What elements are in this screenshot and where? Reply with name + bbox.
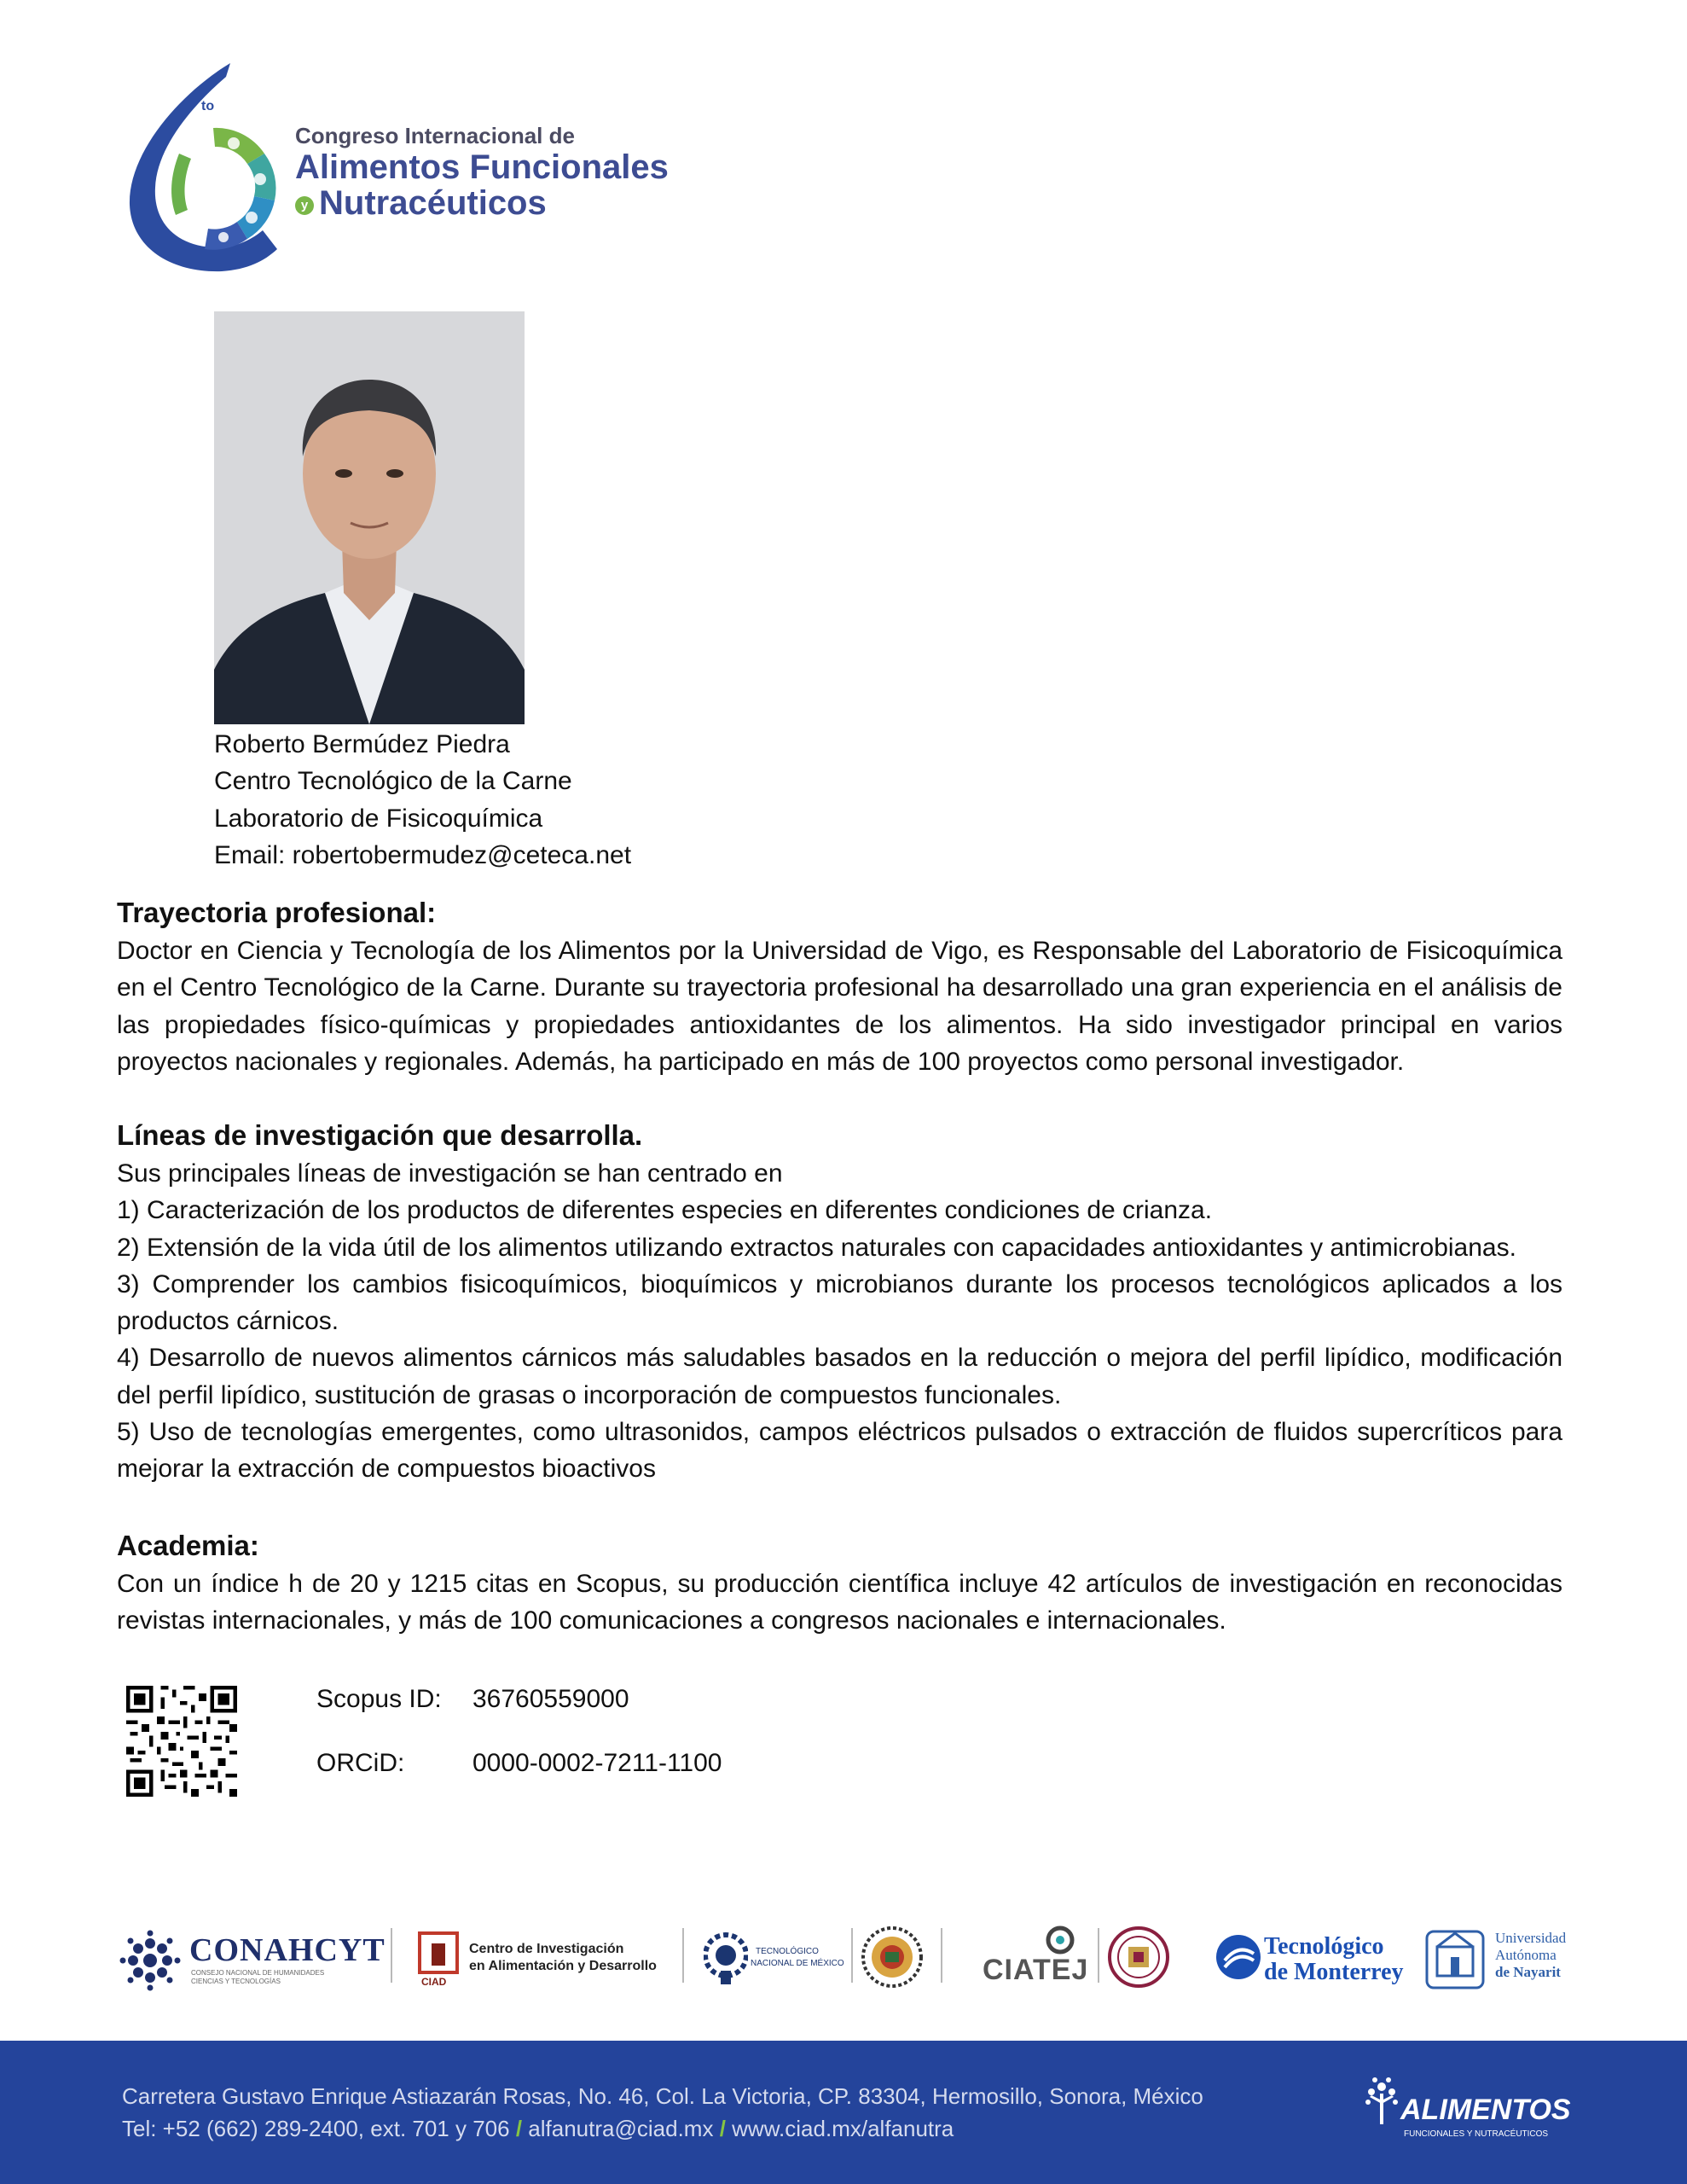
lineas-item: 5) Uso de tecnologías emergentes, como ultrasonidos, campos eléctricos pulsados o extracción de fluidos supercríticos para mejorar la extracción de compuestos bioactivos bbox=[117, 1418, 1562, 1484]
ciad-icon bbox=[418, 1931, 459, 1974]
uan-line3: de Nayarit bbox=[1495, 1964, 1561, 1980]
footer-separator: / bbox=[515, 2116, 523, 2141]
partner-logos bbox=[119, 1920, 1586, 1996]
footer-logo-word: ALIMENTOS bbox=[1400, 2094, 1571, 2126]
tec-monterrey-icon bbox=[1216, 1935, 1261, 1979]
conahcyt-icon bbox=[119, 1930, 181, 1991]
heading-academia: Academia: bbox=[117, 1530, 259, 1561]
tec-line1: Tecnológico bbox=[1264, 1933, 1384, 1960]
academia-text: Con un índice h de 20 y 1215 citas en Scopus, su producción científica incluye 42 artículos de investigación en reconocidas revistas internacionales, y más de 100 comunicaciones a congresos nacionales e internacionales. bbox=[117, 1570, 1562, 1635]
contact-block bbox=[214, 726, 982, 874]
orcid-value[interactable]: 0000-0002-7211-1100 bbox=[472, 1749, 722, 1777]
footer-alimentos-logo bbox=[1363, 2075, 1585, 2160]
ciad-abbr: CIAD bbox=[421, 1976, 447, 1988]
ciad-line2: en Alimentación y Desarrollo bbox=[469, 1959, 657, 1973]
researcher-email[interactable]: Email: robertobermudez@ceteca.net bbox=[214, 840, 632, 869]
logo-line-nutraceuticos-text: Nutracéuticos bbox=[319, 184, 547, 222]
footer-contact bbox=[122, 2116, 954, 2142]
tecnm-line2: NACIONAL DE MÉXICO bbox=[751, 1959, 844, 1968]
footer bbox=[0, 2041, 1687, 2184]
section-academia bbox=[117, 1526, 1562, 1640]
footer-phone: Tel: +52 (662) 289-2400, ext. 701 y 706 bbox=[122, 2116, 510, 2141]
ciatej-icon bbox=[1045, 1925, 1075, 1955]
logo-line-nutraceuticos bbox=[295, 184, 547, 223]
ciad-line1: Centro de Investigación bbox=[469, 1942, 624, 1956]
qr-code[interactable] bbox=[126, 1686, 237, 1797]
researcher-institution: Centro Tecnológico de la Carne bbox=[214, 767, 572, 796]
uan-line2: Autónoma bbox=[1495, 1947, 1557, 1963]
conahcyt-sub2: CIENCIAS Y TECNOLOGÍAS bbox=[191, 1978, 281, 1985]
section-lineas bbox=[117, 1116, 1562, 1488]
tecnm-line1: TECNOLÓGICO bbox=[756, 1947, 819, 1956]
partner-divider bbox=[941, 1928, 942, 1983]
conahcyt-wordmark: CONAHCYT bbox=[189, 1932, 386, 1968]
congress-six-emblem bbox=[119, 60, 316, 273]
partner-divider bbox=[1098, 1928, 1099, 1983]
partner-divider bbox=[851, 1928, 853, 1983]
heading-trayectoria: Trayectoria profesional: bbox=[117, 897, 437, 928]
researcher-name: Roberto Bermúdez Piedra bbox=[214, 730, 510, 758]
lineas-item: 4) Desarrollo de nuevos alimentos cárnicos más saludables basados en la reducción o mejora del perfil lipídico, modificación del perfil lipídico, sustitución de grasas o incorporación de compuestos funcionales. bbox=[117, 1344, 1562, 1409]
footer-address: Carretera Gustavo Enrique Astiazarán Rosas, No. 46, Col. La Victoria, CP. 83304, Hermosillo, Sonora, México bbox=[122, 2083, 1203, 2109]
heading-lineas: Líneas de investigación que desarrolla. bbox=[117, 1119, 643, 1151]
lineas-item: 3) Comprender los cambios fisicoquímicos, bioquímicos y microbianos durante los procesos tecnológicos aplicados a los productos cárnicos. bbox=[117, 1269, 1562, 1336]
partner-divider bbox=[682, 1928, 684, 1983]
logo-line-alimentos: Alimentos Funcionales bbox=[295, 148, 669, 186]
scopus-value[interactable]: 36760559000 bbox=[472, 1685, 629, 1713]
ciatej-wordmark: CIATEJ bbox=[983, 1954, 1089, 1986]
partner-divider bbox=[391, 1928, 392, 1983]
trayectoria-text: Doctor en Ciencia y Tecnología de los Alimentos por la Universidad de Vigo, es Responsable del Laboratorio de Fisicoquímica en el Centro Tecnológico de la Carne. Durante su trayectoria profesional ha desarrollado una gran experiencia en el análisis de las propiedades físico-químicas y propiedades antioxidantes de los alimentos. Ha sido investigador principal en varios proyectos nacionales y regionales. Además, ha participado en más de 100 proyectos como personal investigador. bbox=[117, 937, 1562, 1076]
tec-line2: de Monterrey bbox=[1264, 1959, 1404, 1985]
section-trayectoria bbox=[117, 893, 1562, 1080]
university-seal-icon bbox=[1107, 1925, 1170, 1989]
footer-logo-sub: FUNCIONALES Y NUTRACÉUTICOS bbox=[1404, 2129, 1549, 2139]
congress-logo bbox=[119, 60, 669, 273]
profile-photo bbox=[214, 311, 525, 724]
portrait-illustration bbox=[214, 311, 525, 724]
logo-line-congreso: Congreso Internacional de bbox=[295, 123, 575, 148]
lineas-item: 2) Extensión de la vida útil de los alimentos utilizando extractos naturales con capacidades antioxidantes y antimicrobianas. bbox=[117, 1233, 1516, 1262]
tree-icon bbox=[1363, 2075, 1400, 2126]
footer-email[interactable]: alfanutra@ciad.mx bbox=[528, 2116, 714, 2141]
uan-seal-icon bbox=[1422, 1923, 1488, 1993]
footer-web-link[interactable]: www.ciad.mx/alfanutra bbox=[732, 2116, 954, 2141]
logo-and-badge: y bbox=[295, 196, 314, 215]
lineas-item: 1) Caracterización de los productos de diferentes especies en diferentes condiciones de crianza. bbox=[117, 1196, 1213, 1225]
lineas-intro: Sus principales líneas de investigación se han centrado en bbox=[117, 1159, 783, 1188]
institute-seal-icon bbox=[861, 1926, 923, 1988]
researcher-lab: Laboratorio de Fisicoquímica bbox=[214, 804, 543, 833]
tecnm-icon bbox=[704, 1930, 748, 1986]
footer-separator: / bbox=[719, 2116, 726, 2141]
uan-line1: Universidad bbox=[1495, 1930, 1567, 1946]
orcid-label: ORCiD: bbox=[316, 1749, 405, 1777]
scopus-label: Scopus ID: bbox=[316, 1685, 442, 1713]
conahcyt-sub1: CONSEJO NACIONAL DE HUMANIDADES bbox=[191, 1969, 325, 1977]
logo-ordinal-suffix: to bbox=[201, 99, 215, 113]
